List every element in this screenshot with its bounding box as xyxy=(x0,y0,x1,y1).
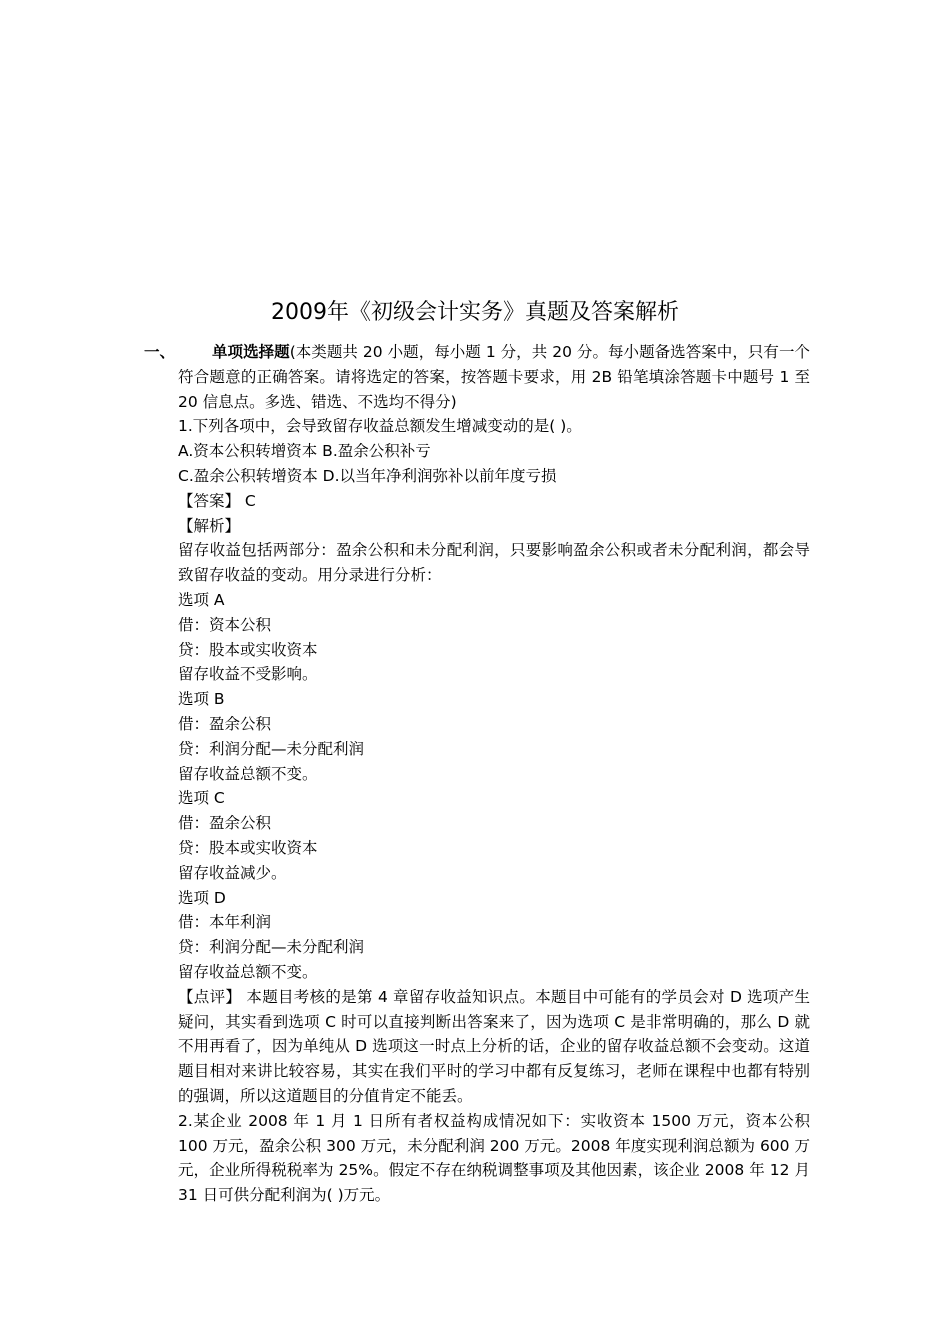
analysis-line: 借：本年利润 xyxy=(178,913,272,932)
section-number: 一、 xyxy=(144,343,176,361)
analysis-line: 选项 B xyxy=(178,690,225,709)
question-1 xyxy=(178,414,810,1108)
section-heading xyxy=(178,340,810,414)
analysis-line: 借：盈余公积 xyxy=(178,714,272,733)
analysis-line: 选项 D xyxy=(178,888,226,907)
question-options: C.盈余公积转增资本 D.以当年净利润弥补以前年度亏损 xyxy=(178,466,557,485)
section-instructions: (本类题共 20 小题，每小题 1 分，共 20 分。每小题备选答案中，只有一个符合题意的正确答案。请将选定的答案，按答题卡要求，用 2B 铅笔填涂答题卡中题号 1 至 20 信息点。多选、错选、不选均不得分) xyxy=(178,343,810,411)
analysis-line: 留存收益减少。 xyxy=(178,863,287,882)
question-stem: 1.下列各项中，会导致留存收益总额发生增减变动的是( )。 xyxy=(178,417,582,436)
analysis-line: 借：资本公积 xyxy=(178,615,272,634)
comment-paragraph: 【点评】 本题目考核的是第 4 章留存收益知识点。本题目中可能有的学员会对 D 选项产生疑问，其实看到选项 C 时可以直接判断出答案来了，因为选项 C 是非常明确的，那么 D 就不用再看了，因为单纯从 D 选项这一时点上分析的话，企业的留存收益总额不会变动。这道题目相对来讲比较容易，其实在我们平时的学习中都有反复练习，老师在课程中也都有特别的强调，所以这道题目的分值肯定不能丢。 xyxy=(178,987,810,1105)
analysis-line: 贷：利润分配—未分配利润 xyxy=(178,938,365,957)
question-stem: 2.某企业 2008 年 1 月 1 日所有者权益构成情况如下：实收资本 1500 万元，资本公积 100 万元，盈余公积 300 万元，未分配利润 200 万元。2008 年度实现利润总额为 600 万元，企业所得税税率为 25%。假定不存在纳税调整事项及其他因素，该企业 2008 年 12 月 31 日可供分配利润为( )万元。 xyxy=(178,1111,810,1205)
analysis-line: 留存收益不受影响。 xyxy=(178,665,318,684)
analysis-line: 留存收益总额不变。 xyxy=(178,764,318,783)
document-body xyxy=(144,340,810,1208)
analysis-label: 【解析】 xyxy=(178,516,241,535)
answer-label: 【答案】 C xyxy=(178,491,256,510)
analysis-line: 选项 A xyxy=(178,590,225,609)
analysis-line: 选项 C xyxy=(178,789,225,808)
document-title: 2009年《初级会计实务》真题及答案解析 xyxy=(271,300,679,325)
analysis-line: 贷：利润分配—未分配利润 xyxy=(178,739,365,758)
section-single-choice xyxy=(144,340,810,414)
section-name: 单项选择题 xyxy=(212,343,290,361)
question-2 xyxy=(178,1109,810,1208)
analysis-line: 贷：股本或实收资本 xyxy=(178,640,318,659)
analysis-line: 贷：股本或实收资本 xyxy=(178,838,318,857)
question-options: A.资本公积转增资本 B.盈余公积补亏 xyxy=(178,442,431,461)
analysis-line: 留存收益总额不变。 xyxy=(178,962,318,981)
analysis-line: 借：盈余公积 xyxy=(178,814,272,833)
analysis-intro: 留存收益包括两部分：盈余公积和未分配利润，只要影响盈余公积或者未分配利润，都会导致留存收益的变动。用分录进行分析： xyxy=(178,541,810,585)
